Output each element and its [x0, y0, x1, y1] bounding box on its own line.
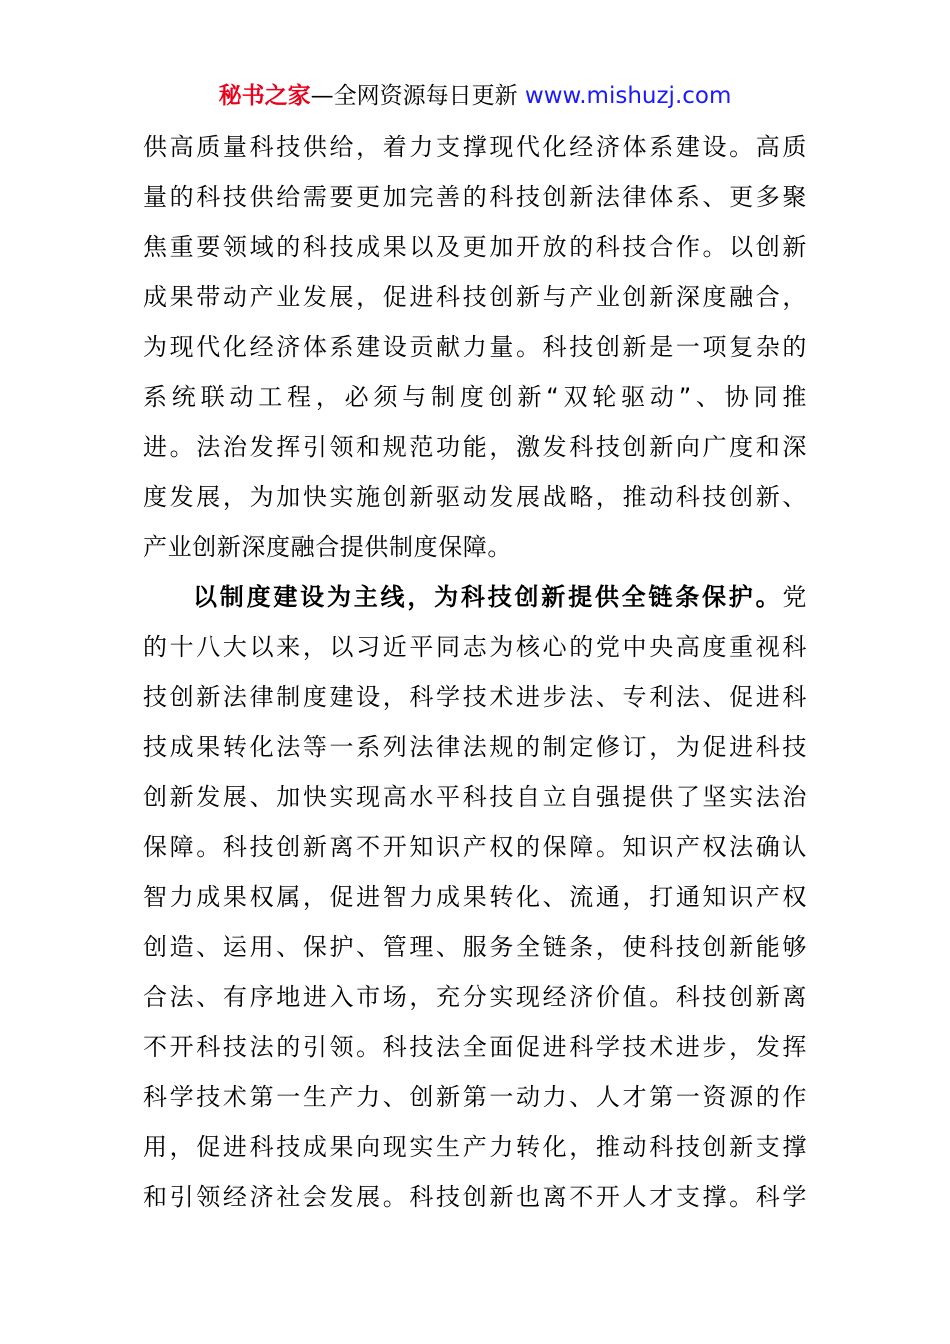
text-line: 不开科技法的引领。科技法全面促进科学技术进步，发挥 — [143, 1033, 807, 1061]
text-line: 产业创新深度融合提供制度保障。 — [143, 533, 512, 561]
text-fragment: 党 — [782, 583, 807, 611]
paragraph-2 — [143, 572, 807, 1222]
text-line: 度发展，为加快实施创新驱动发展战略，推动科技创新、 — [143, 483, 807, 511]
text-line: 系统联动工程，必须与制度创新“双轮驱动”、协同推 — [143, 383, 807, 411]
document-body — [143, 122, 807, 1222]
paragraph-2-first-line — [143, 572, 807, 622]
page-header — [0, 78, 950, 114]
text-line: 智力成果权属，促进智力成果转化、流通，打通知识产权 — [143, 883, 807, 911]
text-line: 技创新法律制度建设，科学技术进步法、专利法、促进科 — [143, 683, 807, 711]
text-line: 创造、运用、保护、管理、服务全链条，使科技创新能够 — [143, 933, 807, 961]
section-heading: 以制度建设为主线，为科技创新提供全链条保护。 — [193, 583, 783, 611]
text-line: 供高质量科技供给，着力支撑现代化经济体系建设。高质 — [143, 133, 807, 161]
site-tagline: —全网资源每日更新 — [310, 83, 518, 109]
text-line: 量的科技供给需要更加完善的科技创新法律体系、更多聚 — [143, 183, 807, 211]
text-line: 的十八大以来，以习近平同志为核心的党中央高度重视科 — [143, 633, 807, 661]
text-line: 成果带动产业发展，促进科技创新与产业创新深度融合， — [143, 283, 807, 311]
paragraph-1 — [143, 122, 807, 572]
text-line: 进。法治发挥引领和规范功能，激发科技创新向广度和深 — [143, 433, 807, 461]
text-line: 技成果转化法等一系列法律法规的制定修订，为促进科技 — [143, 733, 807, 761]
site-url-link[interactable]: www.mishuzj.com — [524, 83, 732, 109]
text-line: 和引领经济社会发展。科技创新也离不开人才支撑。科学 — [143, 1183, 807, 1211]
text-line: 用，促进科技成果向现实生产力转化，推动科技创新支撑 — [143, 1133, 807, 1161]
site-name: 秘书之家 — [218, 83, 311, 109]
text-line: 创新发展、加快实现高水平科技自立自强提供了坚实法治 — [143, 783, 807, 811]
text-line: 为现代化经济体系建设贡献力量。科技创新是一项复杂的 — [143, 333, 807, 361]
text-line: 保障。科技创新离不开知识产权的保障。知识产权法确认 — [143, 833, 807, 861]
text-line: 焦重要领域的科技成果以及更加开放的科技合作。以创新 — [143, 233, 807, 261]
text-line: 合法、有序地进入市场，充分实现经济价值。科技创新离 — [143, 983, 807, 1011]
text-line: 科学技术第一生产力、创新第一动力、人才第一资源的作 — [143, 1083, 807, 1111]
